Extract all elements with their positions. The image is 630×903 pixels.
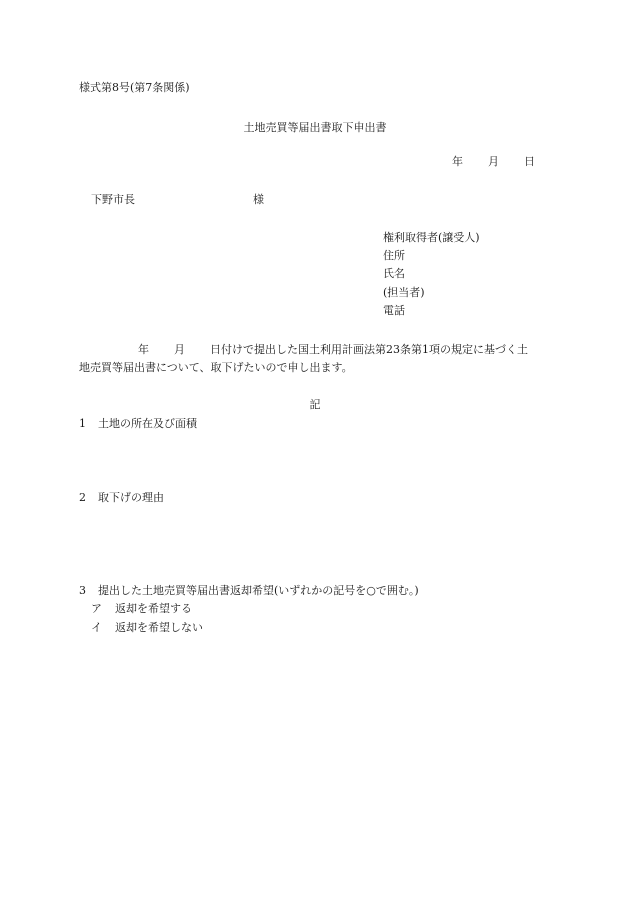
item-label: 提出した土地売買等届出書返却希望(いずれかの記号を○で囲む。)	[98, 584, 419, 597]
item-number: 3	[79, 584, 86, 597]
option-label: 返却を希望しない	[115, 621, 203, 634]
body-year: 年	[138, 343, 149, 356]
body-month: 月	[174, 343, 185, 356]
option-marker: ア	[91, 602, 102, 615]
item-number: 1	[79, 417, 86, 430]
option-marker: イ	[91, 621, 102, 634]
item-label: 取下げの理由	[98, 491, 164, 504]
item-label: 土地の所在及び面積	[98, 417, 197, 430]
body-line1: 日付けで提出した国土利用計画法第23条第1項の規定に基づく土	[210, 343, 528, 356]
body-line2: 地売買等届出書について、取下げたいので申し出ます。	[79, 361, 353, 374]
applicant-role: 権利取得者(譲受人)	[383, 231, 480, 244]
item-number: 2	[79, 491, 86, 504]
date-month: 月	[488, 155, 499, 168]
option-label: 返却を希望する	[115, 602, 192, 615]
date-year: 年	[452, 155, 463, 168]
addressee-honorific: 様	[253, 193, 264, 206]
applicant-name-label: 氏名	[383, 267, 405, 280]
applicant-address-label: 住所	[383, 249, 405, 262]
addressee-name: 下野市長	[91, 193, 135, 206]
applicant-person-in-charge-label: (担当者)	[383, 286, 425, 299]
form-number: 様式第8号(第7条関係)	[79, 81, 190, 94]
date-day: 日	[524, 155, 535, 168]
document-title: 土地売買等届出書取下申出書	[243, 121, 387, 134]
applicant-phone-label: 電話	[383, 304, 405, 317]
note-heading: 記	[309, 398, 321, 411]
